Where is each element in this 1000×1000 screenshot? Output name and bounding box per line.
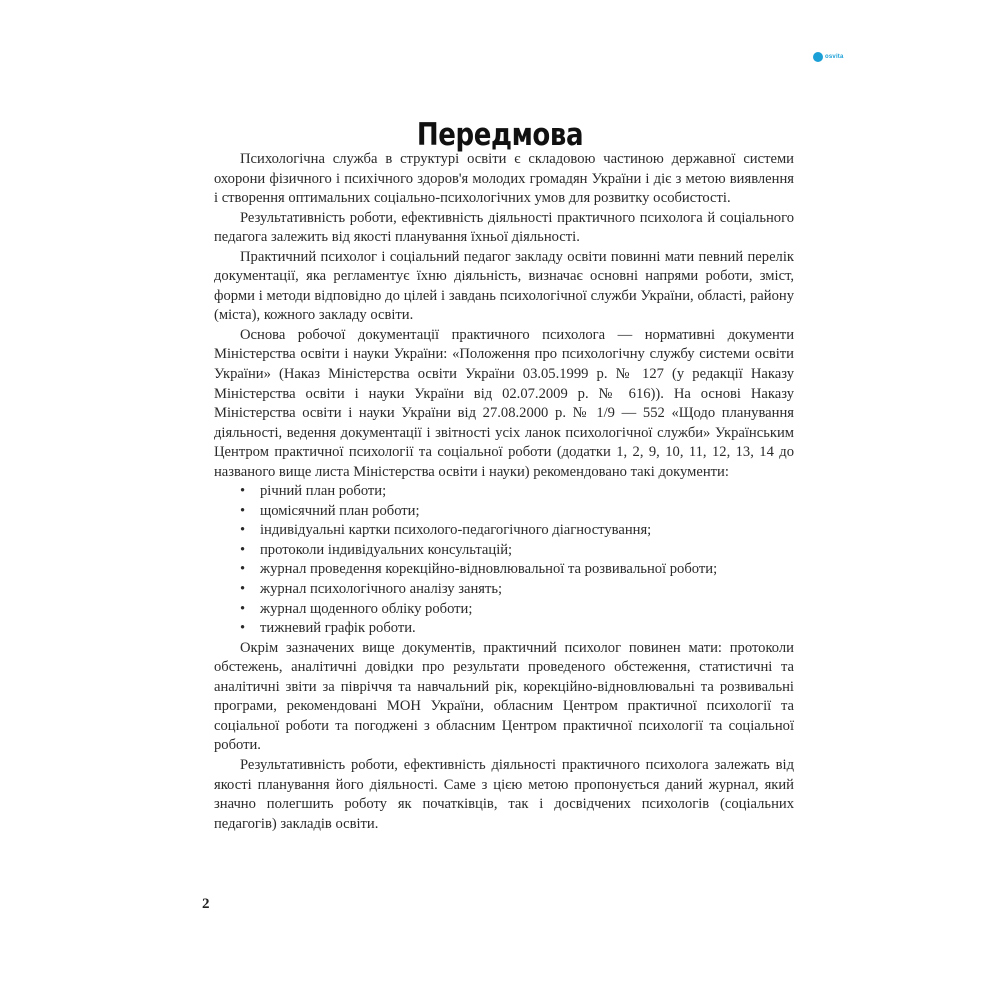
page-title: Передмова bbox=[416, 116, 584, 153]
paragraph-5: Окрім зазначених вище документів, практичний психолог повинен мати: протоколи обстежень, аналітичні довідки про результати проведеного обстеження, статистичні та аналітичні звіти за півріччя та навчальний рік, корекційно-відновлювальні та розвивальні програми, рекомендовані МОН України, обласним Центром практичної психології та соціальної роботи та погоджені з обласним Центром практичної психології та соціальної роботи. bbox=[214, 639, 794, 754]
list-item bbox=[214, 541, 794, 561]
list-item bbox=[214, 502, 794, 522]
paragraph-6: Результативність роботи, ефективність діяльності практичного психолога залежать від якості планування його діяльності. Саме з цією метою пропонується даний журнал, який значно полегшить роботу як початківців, так і досвідчених психологів (соціальних педагогів) закладів освіти. bbox=[214, 756, 794, 832]
list-item bbox=[214, 521, 794, 541]
body-text bbox=[214, 150, 794, 834]
paragraph-2: Результативність роботи, ефективність діяльності практичного психолога й соціального педагога залежить від якості планування їхньої діяльності. bbox=[214, 209, 794, 246]
list-item bbox=[214, 482, 794, 502]
paragraph-3: Практичний психолог і соціальний педагог закладу освіти повинні мати певний перелік документації, яка регламентує їхню діяльність, визначає основні напрями роботи, зміст, форми і методи відповідно до цілей і завдань психологічної служби України, області, району (міста), кожного закладу освіти. bbox=[214, 248, 794, 324]
publisher-logo-icon bbox=[813, 52, 823, 62]
list-item-text: журнал проведення корекційно-відновлювальної та розвивальної роботи; bbox=[260, 561, 718, 578]
list-item-text: журнал щоденного обліку роботи; bbox=[260, 600, 473, 617]
list-item bbox=[214, 600, 794, 620]
bullet-icon: • bbox=[240, 541, 246, 558]
list-item-text: щомісячний план роботи; bbox=[260, 502, 420, 519]
page-number: 2 bbox=[202, 896, 210, 912]
list-item-text: тижневий графік роботи. bbox=[260, 620, 416, 637]
list-item bbox=[214, 580, 794, 600]
bullet-icon: • bbox=[240, 522, 246, 539]
publisher-logo bbox=[813, 50, 844, 64]
bullet-icon: • bbox=[240, 620, 246, 637]
bullet-icon: • bbox=[240, 483, 246, 500]
publisher-logo-text: osvita bbox=[825, 54, 844, 60]
paragraph-1: Психологічна служба в структурі освіти є складовою частиною державної системи охорони фізичного і психічного здоров'я молодих громадян України і діє з метою виявлення і створення оптимальних соціально-психологічних умов для розвитку особистості. bbox=[214, 151, 794, 207]
bullet-icon: • bbox=[240, 600, 246, 617]
bullet-icon: • bbox=[240, 581, 246, 598]
paragraph-4: Основа робочої документації практичного психолога — нормативні документи Міністерства освіти і науки України: «Положення про психологічну службу системи освіти України» (Наказ Міністерства освіти України 03.05.1999 р. № 127 (у редакції Наказу Міністерства освіти і науки України від 02.07.2009 р. № 616)). На основі Наказу Міністерства освіти і науки України від 27.08.2000 р. № 1/9 — 552 «Щодо планування діяльності, ведення документації і звітності усіх ланок психологічної служби» Українським Центром практичної психології та соціальної роботи (додатки 1, 2, 9, 10, 11, 12, 13, 14 до названого вище листа Міністерства освіти і науки) рекомендовано такі документи: bbox=[214, 326, 794, 480]
list-item-text: річний план роботи; bbox=[260, 483, 387, 500]
document-list bbox=[214, 482, 794, 638]
list-item-text: індивідуальні картки психолого-педагогічного діагностування; bbox=[260, 522, 652, 539]
bullet-icon: • bbox=[240, 561, 246, 578]
list-item bbox=[214, 560, 794, 580]
list-item-text: журнал психологічного аналізу занять; bbox=[260, 581, 503, 598]
bullet-icon: • bbox=[240, 502, 246, 519]
list-item bbox=[214, 619, 794, 639]
list-item-text: протоколи індивідуальних консультацій; bbox=[260, 541, 513, 558]
